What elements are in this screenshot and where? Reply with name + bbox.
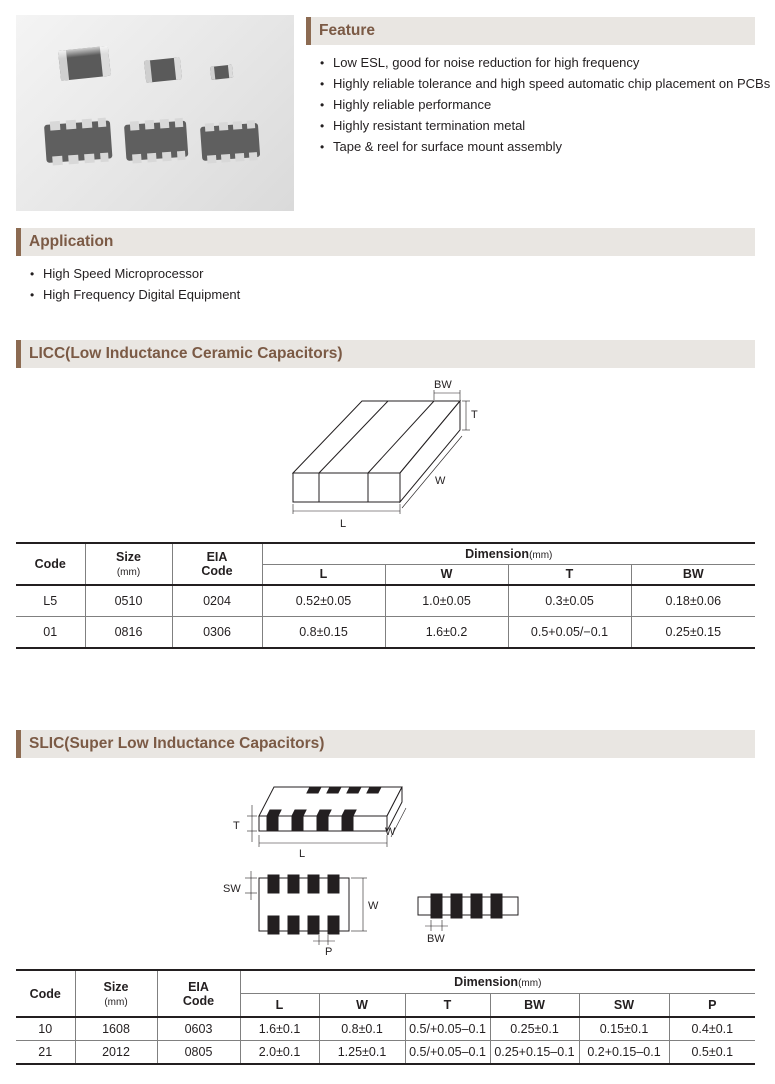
table-cell: 0.3±0.05 (508, 585, 631, 616)
col-w-header: W (319, 993, 405, 1017)
section-marker (306, 17, 311, 45)
w-label: W (435, 475, 446, 487)
w2-label: W (368, 900, 379, 912)
application-section-header (16, 228, 755, 256)
table-cell: 0.8±0.15 (262, 616, 385, 648)
table-cell: L5 (16, 585, 85, 616)
table-cell: 0.52±0.05 (262, 585, 385, 616)
table-cell: 0.5±0.1 (669, 1040, 755, 1064)
slic-dimension-diagram (215, 775, 540, 960)
application-title: Application (29, 233, 114, 250)
table-cell: 0306 (172, 616, 262, 648)
table-cell: 1.6±0.2 (385, 616, 508, 648)
eia-code-header: EIA Code (172, 543, 262, 585)
l-label: L (340, 518, 347, 530)
slic-section-header (16, 730, 755, 758)
table-cell: 10 (16, 1017, 75, 1040)
table-cell: 0603 (157, 1017, 240, 1040)
col-p-header: P (669, 993, 755, 1017)
table-cell: 0.18±0.06 (631, 585, 755, 616)
dimension-header: Dimension(mm) (262, 543, 755, 564)
eia-code-header: EIA Code (157, 970, 240, 1017)
licc-dimension-diagram (280, 372, 490, 532)
feature-item: • Highly reliable performance (320, 94, 770, 115)
table-cell: 1.0±0.05 (385, 585, 508, 616)
code-header: Code (16, 543, 85, 585)
table-cell: 0.5/+0.05–0.1 (405, 1040, 490, 1064)
feature-item: • Low ESL, good for noise reduction for high frequency (320, 52, 770, 73)
col-bw-header: BW (490, 993, 579, 1017)
table-row (16, 585, 755, 616)
product-photo (16, 15, 294, 211)
table-cell: 1.6±0.1 (240, 1017, 319, 1040)
section-marker (16, 730, 21, 758)
p-label: P (325, 946, 333, 958)
table-cell: 01 (16, 616, 85, 648)
feature-section-header (306, 17, 755, 45)
table-cell: 0.25±0.1 (490, 1017, 579, 1040)
table-cell: 0.15±0.1 (579, 1017, 669, 1040)
application-item: • High Speed Microprocessor (30, 263, 240, 284)
col-l-header: L (240, 993, 319, 1017)
table-cell: 0805 (157, 1040, 240, 1064)
table-cell: 1.25±0.1 (319, 1040, 405, 1064)
t-label: T (471, 409, 478, 421)
table-cell: 0.4±0.1 (669, 1017, 755, 1040)
table-cell: 21 (16, 1040, 75, 1064)
section-marker (16, 228, 21, 256)
table-row (16, 616, 755, 648)
table-cell: 2.0±0.1 (240, 1040, 319, 1064)
table-row (16, 1017, 755, 1040)
slic-dimension-table (16, 969, 755, 1065)
application-list (30, 263, 240, 305)
licc-section-header (16, 340, 755, 368)
table-cell: 2012 (75, 1040, 157, 1064)
capacitor-chips-image (16, 15, 294, 211)
w-label: W (385, 826, 396, 838)
col-l-header: L (262, 564, 385, 585)
table-cell: 0.8±0.1 (319, 1017, 405, 1040)
bw-label: BW (434, 379, 452, 391)
l-label: L (299, 848, 306, 860)
table-cell: 0816 (85, 616, 172, 648)
licc-title: LICC(Low Inductance Ceramic Capacitors) (29, 345, 343, 362)
application-item: • High Frequency Digital Equipment (30, 284, 240, 305)
table-cell: 0.2+0.15–0.1 (579, 1040, 669, 1064)
table-cell: 0.25+0.15–0.1 (490, 1040, 579, 1064)
bw-label: BW (427, 933, 445, 945)
col-t-header: T (508, 564, 631, 585)
col-w-header: W (385, 564, 508, 585)
feature-list (320, 52, 770, 157)
table-cell: 0.5/+0.05–0.1 (405, 1017, 490, 1040)
dimension-header: Dimension(mm) (240, 970, 755, 993)
table-cell: 0204 (172, 585, 262, 616)
code-header: Code (16, 970, 75, 1017)
col-t-header: T (405, 993, 490, 1017)
table-cell: 0.5+0.05/−0.1 (508, 616, 631, 648)
slic-title: SLIC(Super Low Inductance Capacitors) (29, 735, 325, 752)
table-cell: 0.25±0.15 (631, 616, 755, 648)
col-bw-header: BW (631, 564, 755, 585)
feature-title: Feature (319, 22, 375, 39)
feature-item: • Highly resistant termination metal (320, 115, 770, 136)
table-cell: 1608 (75, 1017, 157, 1040)
licc-dimension-table (16, 542, 755, 649)
t-label: T (233, 820, 240, 832)
col-sw-header: SW (579, 993, 669, 1017)
sw-label: SW (223, 883, 241, 895)
size-header: Size (mm) (85, 543, 172, 585)
feature-item: • Tape & reel for surface mount assembly (320, 136, 770, 157)
table-cell: 0510 (85, 585, 172, 616)
table-row (16, 1040, 755, 1064)
feature-item: • Highly reliable tolerance and high speed automatic chip placement on PCBs (320, 73, 770, 94)
section-marker (16, 340, 21, 368)
size-header: Size (mm) (75, 970, 157, 1017)
